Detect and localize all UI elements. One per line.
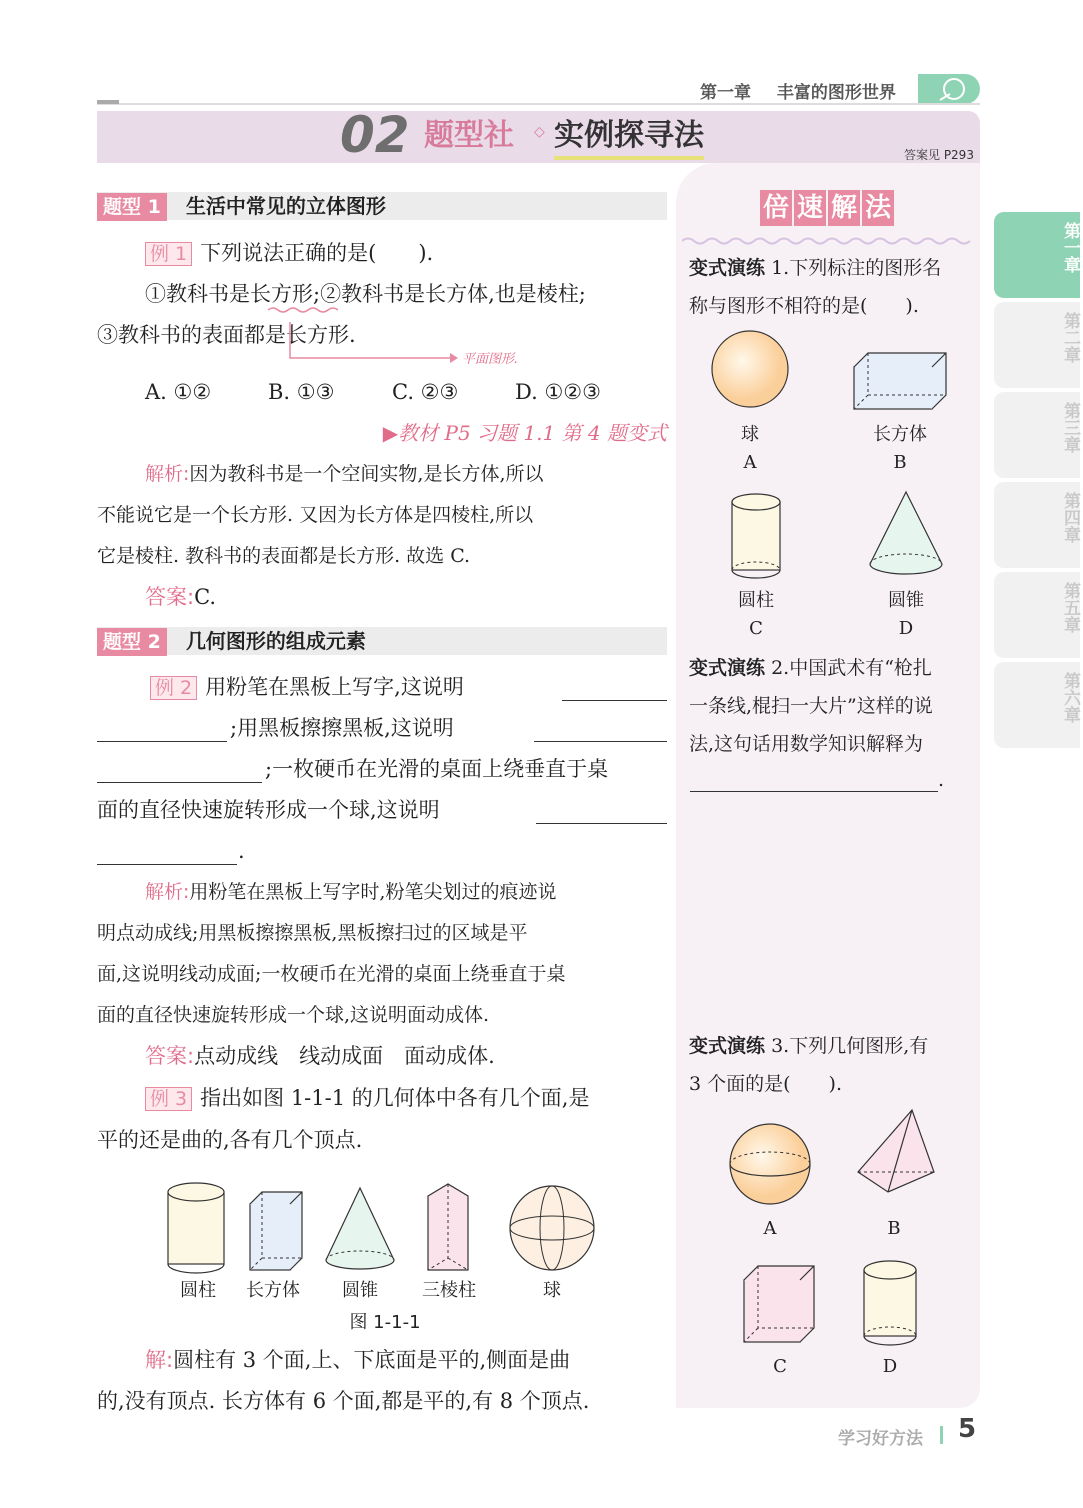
ex2-analysis-1: 解析:用粉笔在黑板上写字时,粉笔尖划过的痕迹说 bbox=[145, 881, 557, 903]
page-number: 5 bbox=[958, 1414, 977, 1444]
ex2-q4: 面的直径快速旋转形成一个球,这说明 bbox=[97, 798, 440, 822]
ex2-blank-2b[interactable] bbox=[534, 720, 667, 742]
shape-label-sphere: 球 bbox=[543, 1280, 561, 1301]
footer-label: 学习好方法 bbox=[838, 1429, 923, 1449]
d1-letter-c: C bbox=[749, 618, 763, 639]
ex3-solution-2: 的,没有顶点. 长方体有 6 个面,都是平的,有 8 个顶点. bbox=[97, 1389, 590, 1413]
ex1-answer: 答案:C. bbox=[145, 585, 217, 609]
sphere-icon bbox=[712, 331, 788, 407]
ex1-option-c: C. ②③ bbox=[392, 380, 459, 404]
d3-letter-a: A bbox=[763, 1218, 777, 1239]
section-1-title: 生活中常见的立体图形 bbox=[185, 194, 386, 218]
tab-chapter-6[interactable]: 第六章 bbox=[994, 662, 1080, 748]
ex2-analysis-4: 面的直径快速旋转形成一个球,这说明面动成体. bbox=[97, 1004, 490, 1026]
d2-line1: 变式演练 2.中国武术有“枪扎 bbox=[689, 657, 932, 679]
d1-shapes-row1 bbox=[700, 325, 960, 415]
ex1-option-d: D. ①②③ bbox=[515, 380, 601, 404]
shape-label-prism: 三棱柱 bbox=[422, 1280, 476, 1301]
ex1-analysis-2: 不能说它是一个长方形. 又因为长方体是四棱柱,所以 bbox=[97, 504, 534, 526]
tab-chapter-1[interactable]: 第一章 bbox=[994, 212, 1080, 298]
cuboid-shape bbox=[250, 1192, 302, 1270]
ex2-q3: ;一枚硬币在光滑的桌面上绕垂直于桌 bbox=[265, 757, 609, 781]
d1-name-b: 长方体 bbox=[873, 424, 927, 445]
d3-shapes-row2 bbox=[736, 1256, 936, 1352]
ex1-note: 平面图形. bbox=[462, 352, 519, 367]
shape-label-cylinder: 圆柱 bbox=[180, 1280, 216, 1301]
diamond-icon: ◇ bbox=[534, 124, 545, 140]
ex2-answer: 答案:点动成线 线动成面 面动成体. bbox=[145, 1044, 495, 1068]
section-2-title: 几何图形的组成元素 bbox=[185, 629, 366, 653]
chapter-title: 丰富的图形世界 bbox=[776, 83, 896, 103]
d3-letter-d: D bbox=[882, 1356, 898, 1377]
d1-line2: 称与图形不相符的是( ). bbox=[689, 295, 919, 317]
answer-reference: 答案见 P293 bbox=[904, 148, 974, 162]
ex2-blank-4a[interactable] bbox=[536, 802, 667, 824]
section-2-label: 题型 2 bbox=[97, 628, 167, 656]
shape-label-cone: 圆锥 bbox=[342, 1280, 378, 1301]
pyramid-icon bbox=[858, 1110, 934, 1192]
ex1-source: ▶教材 P5 习题 1.1 第 4 题变式 bbox=[382, 421, 667, 445]
ex3-tag: 例 3 bbox=[145, 1087, 192, 1111]
ex1-line2: ③教科书的表面都是长方形. bbox=[97, 323, 356, 347]
d2-line2: 一条线,棍扫一大片”这样的说 bbox=[689, 695, 933, 717]
ex1-option-b: B. ①③ bbox=[268, 380, 335, 404]
right-title: 倍 速 解 法 bbox=[760, 190, 894, 226]
ex2-blank-3[interactable] bbox=[97, 761, 262, 783]
cuboid-icon bbox=[854, 353, 946, 409]
figure-1-1-1 bbox=[160, 1180, 610, 1280]
d1-name-d: 圆锥 bbox=[888, 590, 924, 611]
d1-letter-a: A bbox=[743, 452, 757, 473]
wavy-divider bbox=[682, 236, 978, 246]
tab-chapter-3[interactable]: 第三章 bbox=[994, 392, 1080, 478]
shape-label-cuboid: 长方体 bbox=[246, 1280, 300, 1301]
triangular-prism-shape bbox=[428, 1184, 468, 1270]
chapter-number: 第一章 bbox=[700, 83, 751, 103]
cube-icon bbox=[744, 1266, 814, 1342]
header-rule-mark bbox=[97, 100, 119, 104]
sphere-shape bbox=[510, 1186, 594, 1270]
ex1-analysis-3: 它是棱柱. 教科书的表面都是长方形. 故选 C. bbox=[97, 545, 471, 567]
banner-title-b: 实例探寻法 bbox=[554, 116, 704, 160]
d3-letter-c: C bbox=[773, 1356, 787, 1377]
cylinder-icon bbox=[864, 1261, 916, 1345]
ex3-solution-1: 解:圆柱有 3 个面,上、下底面是平的,侧面是曲 bbox=[145, 1348, 571, 1372]
ex2-analysis-2: 明点动成线;用黑板擦擦黑板,黑板擦扫过的区域是平 bbox=[97, 922, 528, 944]
ex3-q2: 平的还是曲的,各有几个顶点. bbox=[97, 1128, 363, 1152]
ex1-question: 例 1 下列说法正确的是( ). bbox=[145, 233, 433, 274]
d1-letter-d: D bbox=[898, 618, 914, 639]
d1-letter-b: B bbox=[893, 452, 907, 473]
tab-chapter-5[interactable]: 第五章 bbox=[994, 572, 1080, 658]
d1-shapes-row2 bbox=[720, 488, 950, 588]
ex1-line1: ①教科书是长方形;②教科书是长方体,也是棱柱; bbox=[145, 282, 586, 306]
d2-blank[interactable] bbox=[690, 770, 938, 792]
d3-line1: 变式演练 3.下列几何图形,有 bbox=[689, 1035, 929, 1057]
ex2-blank-1[interactable] bbox=[562, 679, 667, 701]
ex2-q1: 例 2 用粉笔在黑板上写字,这说明 bbox=[150, 667, 464, 708]
ex1-tag: 例 1 bbox=[145, 242, 192, 266]
figure-caption: 图 1-1-1 bbox=[349, 1312, 421, 1333]
footer-divider bbox=[940, 1426, 943, 1444]
note-arrow bbox=[288, 322, 463, 364]
cone-shape bbox=[326, 1188, 394, 1269]
header-rule bbox=[97, 103, 980, 105]
d2-end: . bbox=[938, 769, 945, 791]
ex2-blank-4b[interactable] bbox=[97, 843, 237, 865]
d3-line2: 3 个面的是( ). bbox=[689, 1073, 842, 1095]
ex3-q1: 例 3 指出如图 1-1-1 的几何体中各有几个面,是 bbox=[145, 1078, 589, 1119]
section-1-bar bbox=[97, 192, 667, 220]
d1-name-a: 球 bbox=[741, 424, 759, 445]
tab-chapter-2[interactable]: 第二章 bbox=[994, 302, 1080, 388]
ex1-analysis-1: 解析:因为教科书是一个空间实物,是长方体,所以 bbox=[145, 463, 544, 485]
section-2-bar bbox=[97, 627, 667, 655]
cylinder-shape bbox=[168, 1183, 224, 1273]
section-1-label: 题型 1 bbox=[97, 193, 167, 221]
tab-chapter-4[interactable]: 第四章 bbox=[994, 482, 1080, 568]
cylinder-icon bbox=[732, 494, 780, 578]
banner-number: 02 bbox=[340, 106, 410, 164]
ex2-q2: ;用黑板擦擦黑板,这说明 bbox=[230, 716, 454, 740]
rocket-icon bbox=[918, 74, 980, 104]
ex2-tag: 例 2 bbox=[150, 676, 197, 700]
ex1-option-a: A. ①② bbox=[145, 380, 212, 404]
d3-letter-b: B bbox=[887, 1218, 901, 1239]
wavy-underline bbox=[268, 306, 338, 314]
cone-icon bbox=[870, 492, 942, 574]
d3-shapes-row1 bbox=[720, 1106, 950, 1206]
sphere-icon bbox=[730, 1124, 810, 1204]
ex2-blank-2a[interactable] bbox=[97, 720, 227, 742]
ex2-analysis-3: 面,这说明线动成面;一枚硬币在光滑的桌面上绕垂直于桌 bbox=[97, 963, 566, 985]
d2-line3: 法,这句话用数学知识解释为 bbox=[689, 733, 924, 755]
ex2-q5: . bbox=[238, 839, 245, 863]
banner-title-a: 题型社 bbox=[424, 118, 514, 153]
d1-line1: 变式演练 1.下列标注的图形名 bbox=[689, 257, 942, 279]
d1-name-c: 圆柱 bbox=[738, 590, 774, 611]
